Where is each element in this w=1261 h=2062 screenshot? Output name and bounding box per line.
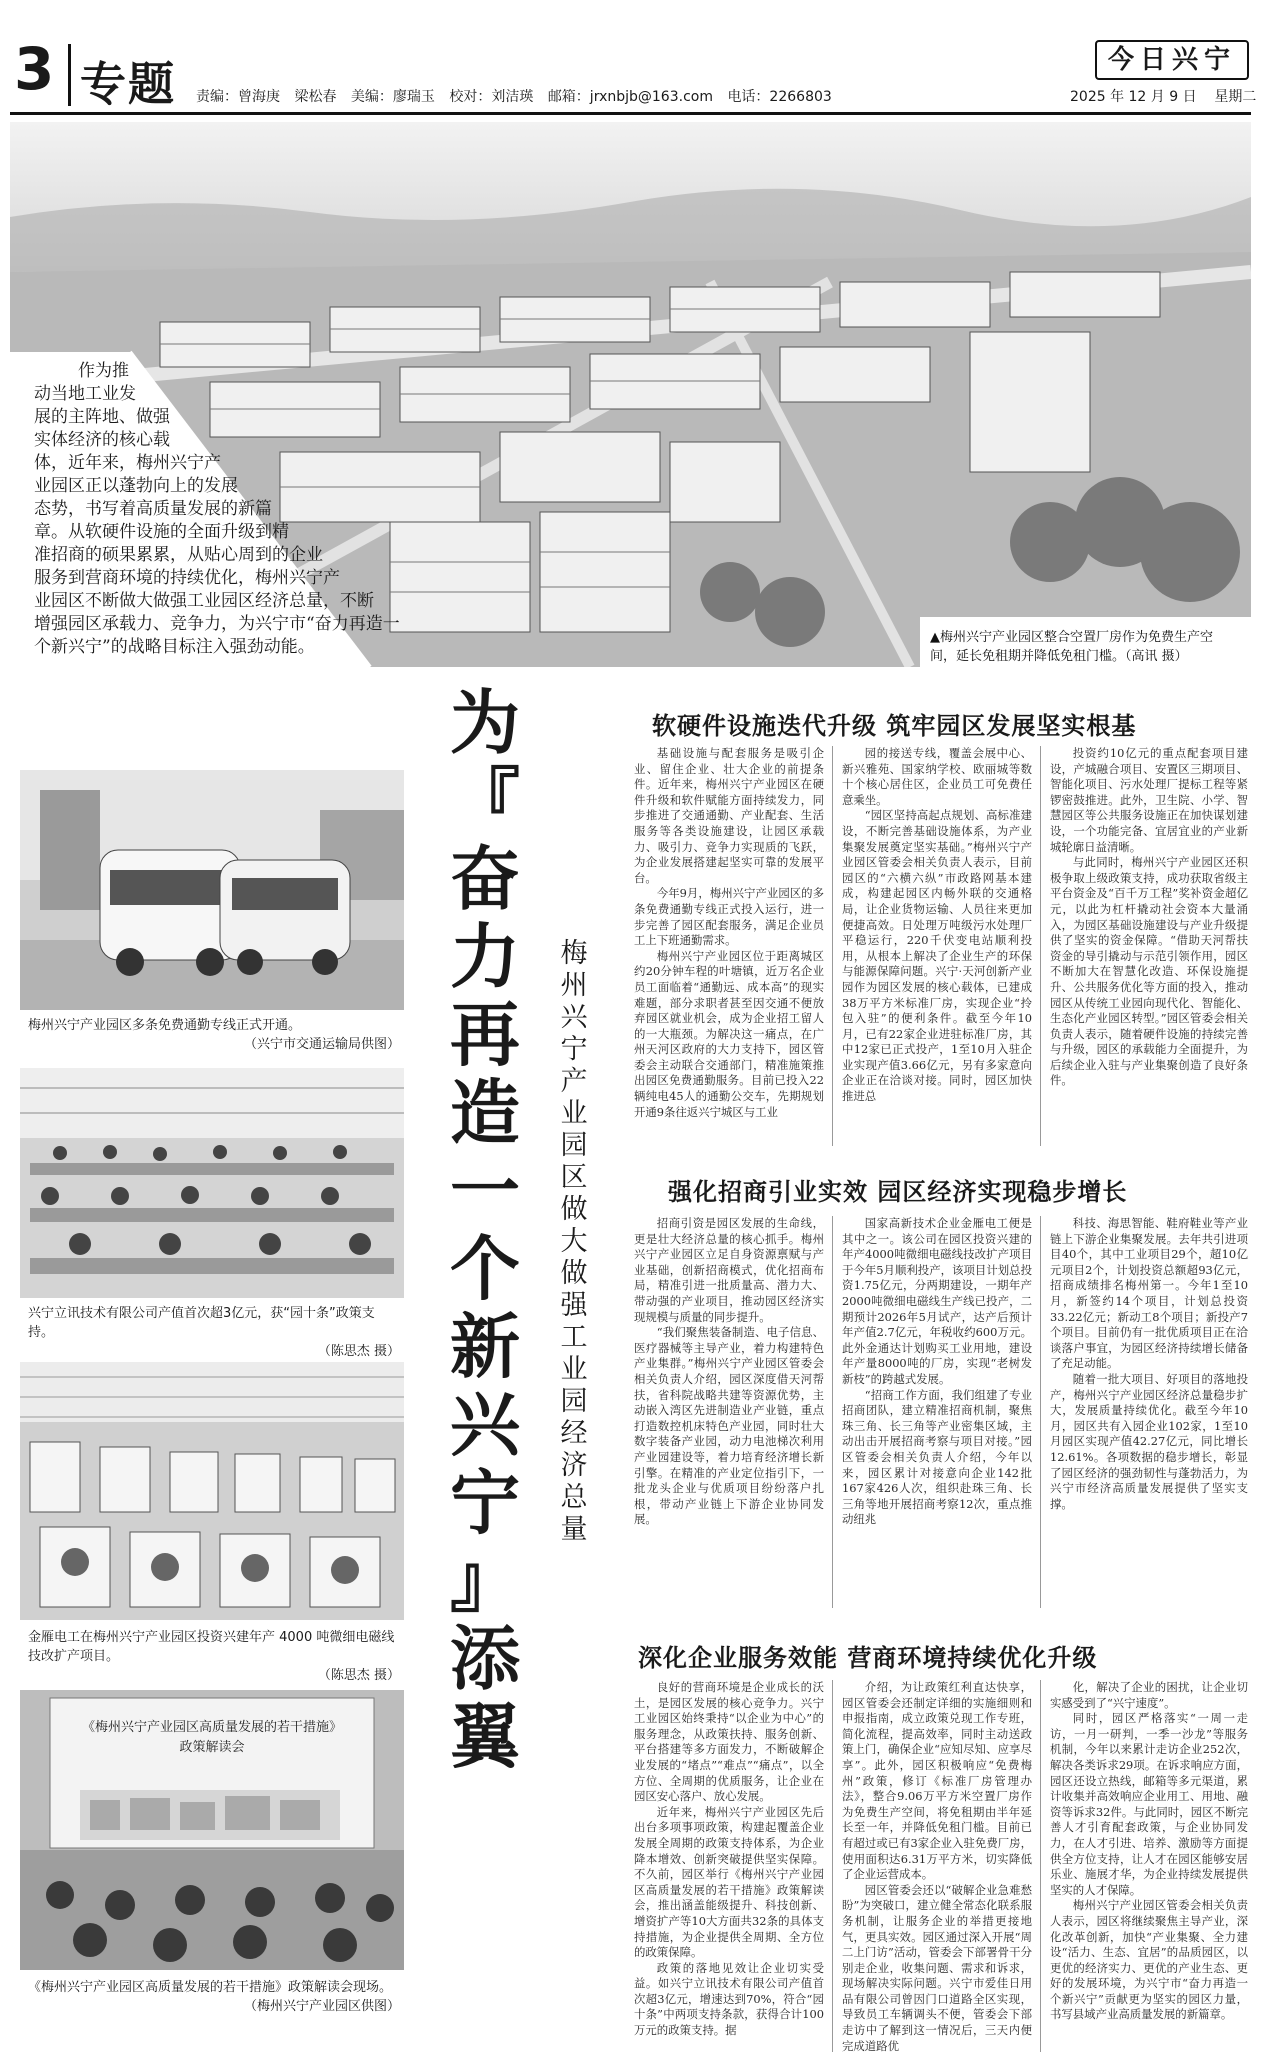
editorial-credits (196, 86, 842, 106)
section-title: 专题 (80, 57, 176, 111)
paragraph: 良好的营商环境是企业成长的沃土，是园区发展的核心竞争力。兴宁工业园区始终秉持“以企业为中心”的服务理念，从政策扶持、服务创新、平台搭建等多方面发力，不断破解企业发展的“堵点”“难点”“痛点”，以全方位、全周期的优质服务，让企业在园区安心落户、放心发展。 (634, 1680, 824, 1804)
headline-char: 力 (450, 915, 520, 998)
paragraph: 梅州兴宁产业园区管委会相关负责人表示，园区将继续聚焦主导产业，深化改革创新，加快“产业集聚、全力建设“活力、生态、宜居”的品质园区，以更优的经济实力、更优的产业生态、更好的发展环境，为兴宁市“奋力再造一个新兴宁”贡献更为坚实的园区力量，书写县域产业高质量发展的新篇章。 (1050, 1898, 1248, 2022)
caption-text: 金雁电工在梅州兴宁产业园区投资兴建年产 4000 吨微细电磁线技改扩产项目。 (28, 1630, 395, 1664)
column-rule (1040, 746, 1041, 1146)
article-column (842, 746, 1032, 1148)
intro-line: 个新兴宁”的战略目标注入强劲动能。 (34, 637, 315, 657)
subheadline-char: 区 (560, 1162, 588, 1193)
meeting-banner-subtitle: 政策解读会 (179, 1740, 245, 1755)
meeting-photo-caption (28, 1978, 400, 2016)
paragraph: 今年9月，梅州兴宁产业园区的多条免费通勤专线正式投入运行，进一步完善了园区配套服务，满足企业员工上下班通勤需求。 (634, 886, 824, 948)
paragraph: “园区坚持高起点规划、高标准建设，不断完善基础设施体系，为产业集聚发展奠定坚实基础。”梅州兴宁产业园区管委会相关负责人表示，目前园区的“六横六纵”市政路网基本建成，构建起园区内畅外联的交通格局，让企业货物运输、人员往来更加便捷高效。日处理万吨级污水处理厂平稳运行，220千伏变电站顺利投用，从根本上解决了企业生产的环保与能源保障问题。兴宁·天河创新产业园作为园区发展的核心载体，已建成38万平方米标准厂房，实现企业“拎包入驻”的便利条件。截至今年10月，已有22家企业进驻标准厂房，其中12家已正式投产，1至10月入驻企业实现产值3.66亿元，另有多家意向企业正在洽谈对接。同时，园区加快推进总 (842, 808, 1032, 1104)
intro-line: 态势，书写着高质量发展的新篇 (34, 499, 272, 519)
intro-line: 业园区正以蓬勃向上的发展 (34, 476, 238, 496)
article-column (1050, 1680, 1248, 2055)
article-column (634, 1680, 824, 2055)
paragraph: “我们聚焦装备制造、电子信息、医疗器械等主导产业，着力构建特色产业集群。”梅州兴宁产业园区管委会相关负责人介绍，园区深度借天河帮扶，省科院战略共建等资源优势，主动嵌入湾区先进制造业产业链，重点打造数控机床特色产业园，同时壮大数字装备产业园，动力电池梯次利用产业园建设等，着力培育经济增长新引擎。在精准的产业定位指引下，一批龙头企业与优质项目纷纷落户扎根，带动产业链上下游企业协同发展。 (634, 1325, 824, 1527)
headline-char: 兴 (450, 1383, 520, 1466)
article-column (634, 746, 824, 1148)
article-column (842, 1680, 1032, 2055)
headline-char: 再 (450, 993, 520, 1076)
paragraph: 科技、海思智能、鞋府鞋业等产业链上下游企业集聚发展。去年共引进项目40个，其中工业项目29个，超10亿元项目2个，计划投资总额超93亿元，招商成绩排名梅州第一。今年1至10月，新签约14个项目，计划总投资33.22亿元；新动工8个项目；新投产7个项目。目前仍有一批优质项目正在洽谈落户事宜，为园区经济持续增长储备了充足动能。 (1050, 1216, 1248, 1371)
caption-text: 兴宁立讯技术有限公司产值首次超3亿元，获“园十条”政策支持。 (28, 1306, 375, 1340)
intro-line: 动当地工业发 (34, 384, 136, 404)
caption-credit: （陈思杰 摄） (317, 1668, 400, 1683)
article-column (842, 1216, 1032, 1610)
subheadline-char: 业 (560, 1354, 588, 1385)
factory-photo-caption (28, 1304, 400, 1361)
headline-char: 奋 (450, 837, 520, 920)
headline-char: 一 (450, 1149, 520, 1232)
paragraph: 同时，园区严格落实“一周一走访，一月一研判，一季一沙龙”等服务机制，今年以来累计走访企业252次，解决各类诉求29项。在诉求响应方面，园区还设立热线，邮箱等多元渠道，累计收集并高效响应企业用工、用地、融资等诉求32件。与此同时，园区不断完善人才引育配套政策，与企业协同发力，在人才引进、培养、激励等方面提供全方位支持，让人才在园区能够安居乐业、施展才华，为企业持续发展提供坚实的人才保障。 (1050, 1711, 1248, 1897)
subheadline-char: 园 (560, 1130, 588, 1161)
paragraph: 国家高新技术企业金雁电工便是其中之一。该公司在园区投资兴建的年产4000吨微细电磁线技改扩产项目于今年5月顺利投产，该项目计划总投资1.75亿元，分两期建设，一期年产2000吨微细电磁线生产线已投产，二期预计2026年5月试产，达产后预计年产值2.7亿元，年税收约600万元。此外金通达计划购买工业用地，建设年产量8000吨的厂房，实现“老树发新枝”的跨越式发展。 (842, 1216, 1032, 1386)
intro-line: 服务到营商环境的持续优化，梅州兴宁产 (34, 568, 340, 588)
subheadline-char: 经 (560, 1418, 588, 1449)
subheadline-char: 济 (560, 1450, 588, 1481)
paragraph: 园区管委会还以“破解企业急难愁盼”为突破口，建立健全常态化联系服务机制，让服务企业的举措更接地气，更具实效。园区通过深入开展“周二上门访”活动，管委会下部署骨干分别走企业，收集问题、需求和诉求，现场解决实际问题。兴宁市爱佳日用品有限公司曾因门口道路全区实现，导致员工车辆调头不便，管委会下部走访中了解到这一情况后，三天内便完成道路优 (842, 1882, 1032, 2053)
column-rule (832, 1216, 833, 1608)
subheadline-char: 宁 (560, 1034, 588, 1065)
intro-line: 作为推 (78, 361, 129, 381)
caption-text: 梅州兴宁产业园区多条免费通勤专线正式开通。 (28, 1018, 302, 1033)
paragraph: 招商引资是园区发展的生命线，更是壮大经济总量的核心抓手。梅州兴宁产业园区立足自身资源禀赋与产业基础，创新招商模式，优化招商布局，精准引进一批质量高、潜力大、带动强的产业项目，推动园区经济实现规模与质量的同步提升。 (634, 1216, 824, 1324)
date-text: 2025 年 12 月 9 日 (1070, 89, 1197, 105)
subheadline-char: 业 (560, 1098, 588, 1129)
intro-line: 体，近年来，梅州兴宁产 (34, 453, 221, 473)
credit-designer: 美编：廖瑞玉 (350, 89, 435, 105)
subheadline-char: 产 (560, 1066, 588, 1097)
section-title-investment: 强化招商引业实效 园区经济实现稳步增长 (668, 1177, 1128, 1206)
factory-floor-photo (20, 1068, 404, 1298)
subheadline-char: 做 (560, 1258, 588, 1289)
article-column (634, 1216, 824, 1610)
paragraph: 基础设施与配套服务是吸引企业、留住企业、壮大企业的前提条件。近年来，梅州兴宁产业园区在硬件升级和软件赋能方面持续发力，同步推进了交通通勤、产业配套、生活服务等各类设施建设，让园区承载力、吸引力、竞争力实现质的飞跃，为企业发展搭建起坚实可靠的发展平台。 (634, 746, 824, 885)
subheadline-char: 做 (560, 1194, 588, 1225)
subheadline-char: 州 (560, 970, 588, 1001)
paragraph: “招商工作方面，我们组建了专业招商团队，建立精准招商机制，聚焦珠三角、长三角等产业密集区域，主动出击开展招商考察与项目对接。”园区管委会相关负责人介绍，今年以来，园区累计对接意向企业142批167家426人次，组织赴珠三角、长三角等地开展招商考察12次，重点推动纽兆 (842, 1387, 1032, 1527)
headline-char: 宁 (450, 1461, 520, 1544)
article-column (1050, 1216, 1248, 1610)
newspaper-masthead: 今日兴宁 (1095, 40, 1249, 80)
policy-meeting-photo (20, 1690, 404, 1970)
subheadline-char: 园 (560, 1386, 588, 1417)
article-column (1050, 746, 1248, 1148)
intro-line: 实体经济的核心载 (34, 430, 170, 450)
headline-char: 』 (450, 1539, 520, 1622)
column-rule (1040, 1680, 1041, 2052)
caption-credit: （陈思杰 摄） (317, 1344, 400, 1359)
sub-headline (556, 938, 592, 1546)
paragraph: 投资约10亿元的重点配套项目建设，产城融合项目、安置区三期项目、智能化项目、污水处理厂提标工程等紧锣密鼓推进。此外，卫生院、小学、智慧园区等公共服务设施正在加快谋划建设，一个功能完备、宜居宜业的产业新城轮廓日益清晰。 (1050, 746, 1248, 854)
column-rule (832, 1680, 833, 2052)
weekday-text: 星期二 (1214, 89, 1257, 105)
credit-phone: 电话：2266803 (727, 89, 832, 105)
credit-proofreader: 校对：刘洁瑛 (449, 89, 534, 105)
header-rule (10, 112, 1251, 115)
issue-date (1070, 86, 1256, 106)
caption-text: 《梅州兴宁产业园区高质量发展的若干措施》政策解读会现场。 (28, 1980, 393, 1995)
caption-credit: （梅州兴宁产业园区供图） (243, 1999, 400, 2014)
credit-editor: 责编：曾海庚 (196, 89, 280, 105)
headline-char: 个 (450, 1227, 520, 1310)
subheadline-char: 量 (560, 1514, 588, 1545)
meeting-banner-title: 《梅州兴宁产业园区高质量发展的若干措施》 (81, 1720, 342, 1735)
caption-credit: （兴宁市交通运输局供图） (243, 1037, 400, 1052)
hero-photo-caption: ▲梅州兴宁产业园区整合空置厂房作为免费生产空间，延长免租期并降低免租门槛。（高讯 摄） (930, 630, 1213, 664)
bus-photo-caption (28, 1016, 400, 1054)
header-divider (68, 44, 71, 106)
subheadline-char: 大 (560, 1226, 588, 1257)
headline-char: 翼 (450, 1695, 520, 1778)
paragraph: 政策的落地见效让企业切实受益。如兴宁立讯技术有限公司产值首次超3亿元，增速达到70%，符合“园十条”中两项支持条款，获得合计100万元的政策支持。据 (634, 1960, 824, 2038)
credit-email: 邮箱：jrxnbjb@163.com (547, 89, 713, 105)
paragraph: 梅州兴宁产业园区位于距离城区约20分钟车程的叶塘镇，近万名企业员工面临着“通勤远、成本高”的现实难题，部分求职者甚至因交通不便放弃园区就业机会，成为企业招工留人的一大瓶颈。为解决这一痛点，在广州天河区政府的大力支持下，园区管委会主动联合交通部门，精准施策推出园区免费通勤服务。目前已投入22辆纯电45人的通勤公交车，先期规划开通9条往返兴宁城区与工业 (634, 948, 824, 1119)
paragraph: 近年来，梅州兴宁产业园区先后出台多项事项政策，构建起覆盖企业发展全周期的政策支持体系，为企业降本增效、创新突破提供坚实保障。不久前，园区举行《梅州兴宁产业园区高质量发展的若干措施》政策解读会，推出涵盖能级提升、科技创新、增资扩产等10大方面共32条的具体支持措施，为企业提供全周期、全方位的政策保障。 (634, 1804, 824, 1960)
intro-line: 章。从软硬件设施的全面升级到精 (34, 522, 289, 542)
column-rule (832, 746, 833, 1146)
subheadline-char: 总 (560, 1482, 588, 1513)
subheadline-char: 梅 (560, 938, 588, 969)
wire-photo-caption (28, 1628, 400, 1685)
intro-line: 业园区不断做大做强工业园区经济总量，不断 (34, 591, 374, 611)
intro-line: 增强园区承载力、竞争力，为兴宁市“奋力再造一 (34, 614, 400, 634)
credit-editor-2: 梁松春 (294, 89, 337, 105)
main-headline (440, 681, 530, 1778)
bus-photo (20, 770, 404, 1010)
paragraph: 化，解决了企业的困扰，让企业切实感受到了“兴宁速度”。 (1050, 1680, 1248, 1710)
intro-line: 准招商的硕果累累，从贴心周到的企业 (34, 545, 323, 565)
intro-line: 展的主阵地、做强 (34, 407, 170, 427)
wire-machine-photo (20, 1362, 404, 1620)
headline-char: 造 (450, 1071, 520, 1154)
subheadline-char: 兴 (560, 1002, 588, 1033)
headline-char: 为 (450, 681, 520, 764)
page-number: 3 (14, 35, 55, 103)
column-rule (1040, 1216, 1041, 1608)
headline-char: 添 (450, 1617, 520, 1700)
section-title-facilities: 软硬件设施迭代升级 筑牢园区发展坚实根基 (652, 711, 1137, 740)
paragraph: 介绍，为让政策红利直达快享，园区管委会还制定详细的实施细则和申报指南，成立政策兑现工作专班，简化流程，提高效率，同时主动送政策上门，确保企业“应知尽知、应享尽享”。此外，园区积极响应“免费梅州”政策，修订《标准厂房管理办法》，整合9.06万平方米空置厂房作为免费生产空间，将免租期由半年延长至一年，并降低免租门槛。目前已有超过或已有3家企业入驻免费厂房，使用面积达6.31万平方米，切实降低了企业运营成本。 (842, 1680, 1032, 1882)
headline-char: 新 (450, 1305, 520, 1388)
paragraph: 与此同时，梅州兴宁产业园区还积极争取上级政策支持，成功获取省级主平台资金及“百千万工程”奖补资金超亿元，以此为杠杆撬动社会资本大量涌入，为园区基础设施建设与产业升级提供了坚实的资金保障。“借助天河帮扶资金的导引撬动与示范引领作用，园区不断加大在智慧化改造、环保设施提升、公共服务优化等方面的投入，推动园区从传统工业园向现代化、智能化、生态化产业园区转型。”园区管委会相关负责人表示，随着硬件设施的持续完善与升级，园区的承载能力全面提升，为后续企业入驻与产业集聚创造了良好条件。 (1050, 855, 1248, 1088)
paragraph: 园的接送专线，覆盖会展中心、新兴雅苑、国家纳学校、欧丽城等数十个核心居住区，企业员工可免费任意乘坐。 (842, 746, 1032, 807)
subheadline-char: 工 (560, 1322, 588, 1353)
section-title-services: 深化企业服务效能 营商环境持续优化升级 (638, 1643, 1098, 1672)
headline-char: 『 (450, 759, 520, 842)
subheadline-char: 强 (560, 1290, 588, 1321)
paragraph: 随着一批大项目、好项目的落地投产，梅州兴宁产业园区经济总量稳步扩大，发展质量持续优化。截至今年10月，园区共有入园企业102家，1至10月园区实现产值42.27亿元，同比增长12.61%。各项数据的稳步增长，彰显了园区经济的强劲韧性与蓬勃活力，为兴宁市经济高质量发展提供了坚实支撑。 (1050, 1371, 1248, 1511)
